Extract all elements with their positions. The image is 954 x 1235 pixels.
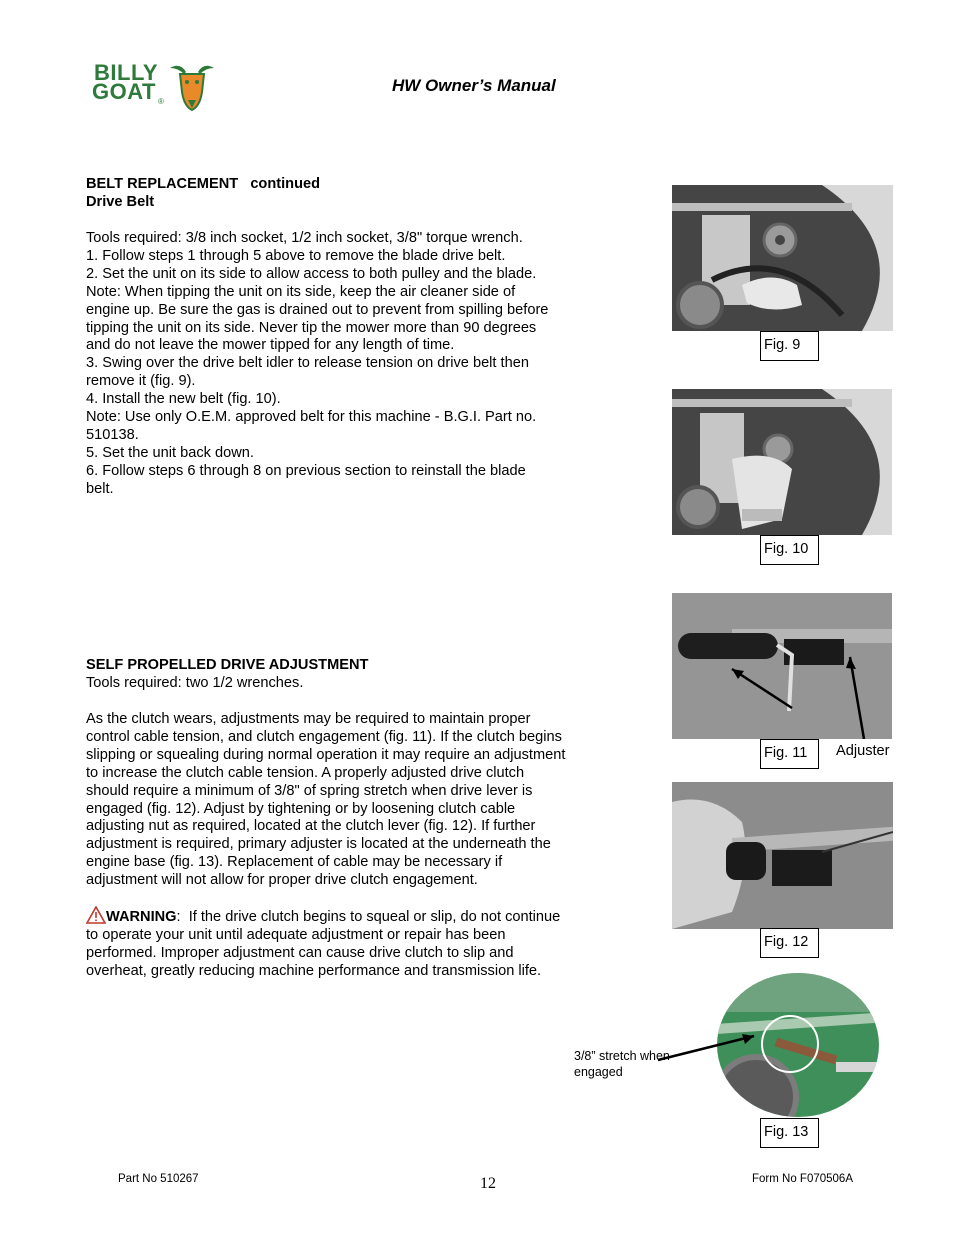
text-line: engine up. Be sure the gas is drained out to prevent from spilling before [86,301,549,318]
text-line: As the clutch wears, adjustments may be required to maintain proper [86,711,531,727]
text-line: adjustment is required, primary adjuster is located at the underneath the [86,836,551,853]
text-line: 5. Set the unit back down. [86,444,254,461]
fig-11-photo [672,593,892,739]
warning-text: : If the drive clutch begins to squeal or slip, do not continue [176,909,561,926]
text-line: 2. Set the unit on its side to allow access to both pulley and the blade. [86,265,537,282]
footer-part-number: Part No 510267 [118,1173,199,1185]
belt-section-heading: BELT REPLACEMENT continued [86,176,321,192]
stretch-callout: 3/8” stretch when engaged [574,1049,670,1079]
text-line: Tools required: 3/8 inch socket, 1/2 inch socket, 3/8" torque wrench. [86,230,523,246]
text-line: adjusting nut as required, located at the clutch lever (fig. 12). If further [86,818,536,835]
drive-adjustment-heading: SELF PROPELLED DRIVE ADJUSTMENT [86,657,369,673]
text-line: engine base (fig. 13). Replacement of cable may be necessary if [86,854,503,871]
fig-12-photo [672,782,893,929]
clutch-lever-illustration [672,593,892,739]
text-line: tipping the unit on its side. Never tip the mower more than 90 degrees [86,319,537,336]
text-line: 6. Follow steps 6 through 8 on previous section to reinstall the blade [86,462,526,479]
fig-9-photo [672,185,893,331]
text-line: and do not leave the mower tipped for any length of time. [86,337,455,354]
text-line: to operate your unit until adequate adjustment or repair has been [86,927,506,943]
fig-11-caption: Fig. 11 [760,739,819,769]
text-line: performed. Improper adjustment can cause drive clutch to slip and [86,944,514,961]
warning-first-line [86,906,616,927]
adjuster-callout: Adjuster [836,743,890,759]
drive-tools-required: Tools required: two 1/2 wrenches. [86,675,304,691]
drive-belt-subheading: Drive Belt [86,194,155,210]
text-line: Note: When tipping the unit on its side, keep the air cleaner side of [86,283,516,300]
fig-9-caption: Fig. 9 [760,331,819,361]
billy-goat-logo [92,60,218,112]
drive-instructions [86,711,616,890]
goat-head-icon [166,60,218,112]
warning-triangle-icon [86,906,106,924]
fig-13-caption: Fig. 13 [760,1118,819,1148]
fig-10-caption: Fig. 10 [760,535,819,565]
text-line: slipping or squealing during normal operation it may require an adjustment [86,746,566,763]
footer-form-number: Form No F070506A [752,1173,853,1185]
text-line: 510138. [86,426,139,443]
text-line: to increase the clutch cable tension. A properly adjusted drive clutch [86,764,525,781]
text-line: 3. Swing over the drive belt idler to release tension on drive belt then [86,355,529,372]
fig-12-caption: Fig. 12 [760,928,819,958]
lever-engaged-illustration [672,782,893,929]
text-line: adjustment will not allow for proper drive clutch engagement. [86,872,478,889]
warning-block [86,906,616,981]
logo-word-billy: BILLY [94,60,159,85]
belt-instructions [86,230,616,499]
text-line: overheat, greatly reducing machine performance and transmission life. [86,962,542,979]
logo-word-goat: GOAT [92,79,156,104]
text-line: 4. Install the new belt (fig. 10). [86,391,281,408]
text-line: remove it (fig. 9). [86,373,196,390]
warning-label: WARNING [106,909,177,926]
text-line: Note: Use only O.E.M. approved belt for this machine - B.G.I. Part no. [86,409,537,426]
document-title: HW Owner’s Manual [392,76,556,95]
logo-registered-mark: ® [158,97,164,106]
text-line: control cable tension, and clutch engagement (fig. 11). If the clutch begins [86,728,562,745]
text-line: engaged (fig. 12). Adjust by tightening or by loosening clutch cable [86,800,516,817]
new-belt-illustration [672,389,892,535]
text-line: 1. Follow steps 1 through 5 above to remove the blade drive belt. [86,247,506,264]
text-line: should require a minimum of 3/8" of spring stretch when drive lever is [86,782,533,799]
belt-pulley-illustration [672,185,893,331]
fig-10-photo [672,389,892,535]
page-number: 12 [480,1175,496,1192]
text-line: belt. [86,480,114,497]
